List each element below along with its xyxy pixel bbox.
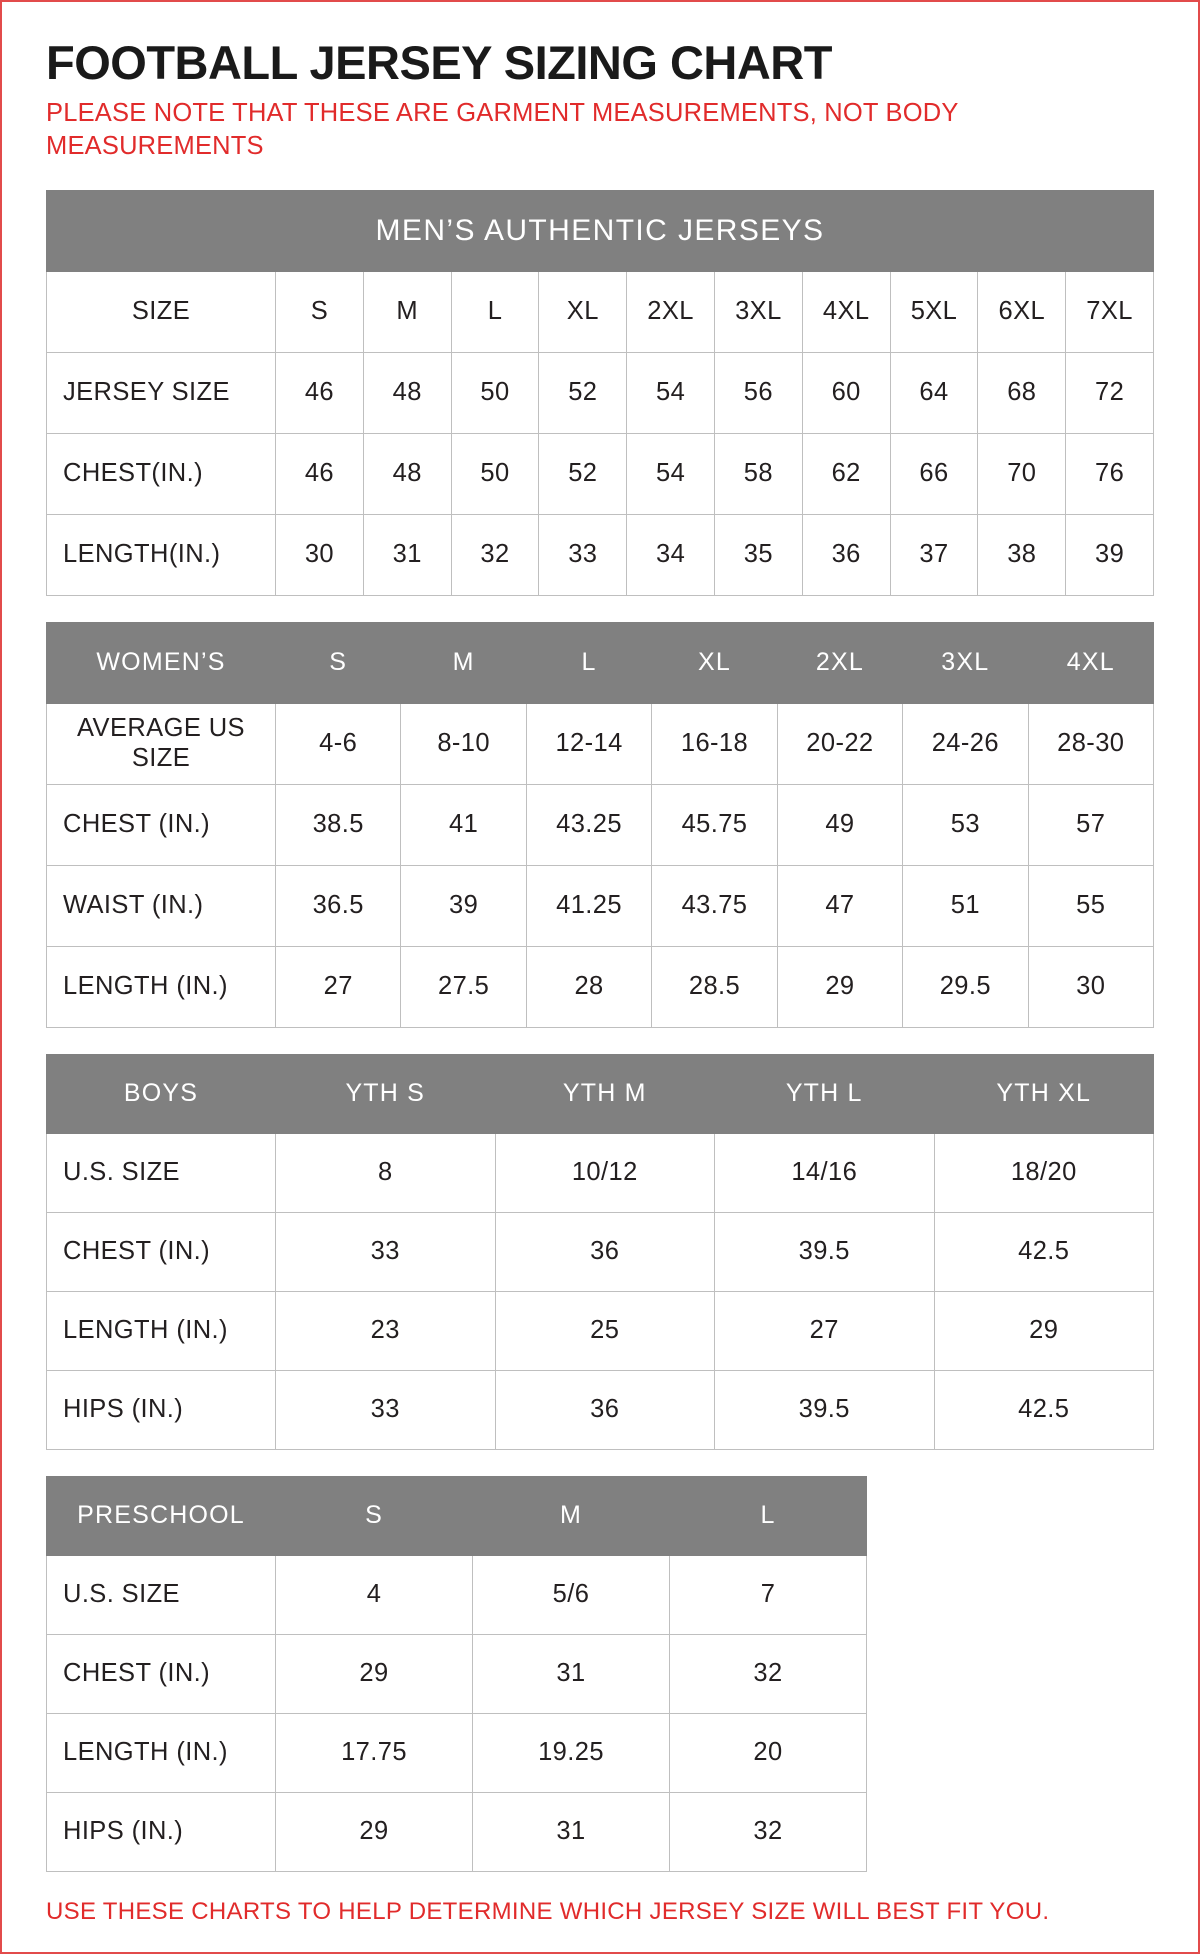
- womens-size-l: L: [526, 622, 651, 703]
- table-cell: 56: [714, 352, 802, 433]
- table-cell: 12-14: [526, 703, 651, 784]
- table-cell: 66: [890, 433, 978, 514]
- preschool-spacer: [867, 1476, 1154, 1555]
- table-cell: 32: [670, 1634, 867, 1713]
- mens-size-6xl: 6XL: [978, 271, 1066, 352]
- mens-size-2xl: 2XL: [627, 271, 715, 352]
- table-cell: 32: [451, 514, 539, 595]
- table-cell: 27: [715, 1291, 935, 1370]
- table-cell: 62: [802, 433, 890, 514]
- table-cell: 36.5: [276, 865, 401, 946]
- table-row: [47, 1370, 1154, 1449]
- table-cell: 29: [934, 1291, 1154, 1370]
- table-cell: 7: [670, 1555, 867, 1634]
- table-cell: 42.5: [934, 1212, 1154, 1291]
- table-cell: 33: [276, 1212, 496, 1291]
- boys-header-label: BOYS: [47, 1054, 276, 1133]
- preschool-spacer: [867, 1713, 1154, 1792]
- boys-size-yth-xl: YTH XL: [934, 1054, 1154, 1133]
- mens-size-l: L: [451, 271, 539, 352]
- table-row: [47, 1713, 1154, 1792]
- table-cell: 54: [627, 352, 715, 433]
- preschool-spacer: [867, 1555, 1154, 1634]
- table-cell: 46: [276, 433, 364, 514]
- table-cell: 29.5: [903, 946, 1028, 1027]
- table-cell: 36: [495, 1370, 715, 1449]
- table-row: [47, 1792, 1154, 1871]
- table-cell: 29: [777, 946, 902, 1027]
- womens-row-label-waist: WAIST (IN.): [47, 865, 276, 946]
- table-row: [47, 352, 1154, 433]
- womens-header-label: WOMEN’S: [47, 622, 276, 703]
- table-cell: 31: [473, 1634, 670, 1713]
- table-cell: 47: [777, 865, 902, 946]
- boys-size-yth-s: YTH S: [276, 1054, 496, 1133]
- preschool-size-s: S: [276, 1476, 473, 1555]
- table-row: [47, 1133, 1154, 1212]
- table-cell: 28.5: [652, 946, 777, 1027]
- table-cell: 57: [1028, 784, 1153, 865]
- table-cell: 39: [401, 865, 526, 946]
- table-cell: 24-26: [903, 703, 1028, 784]
- table-cell: 28-30: [1028, 703, 1153, 784]
- table-cell: 48: [363, 352, 451, 433]
- table-cell: 39.5: [715, 1370, 935, 1449]
- womens-header-row: [47, 622, 1154, 703]
- table-cell: 31: [473, 1792, 670, 1871]
- table-row: [47, 1212, 1154, 1291]
- table-cell: 48: [363, 433, 451, 514]
- table-cell: 49: [777, 784, 902, 865]
- measurement-note: PLEASE NOTE THAT THESE ARE GARMENT MEASUREMENTS, NOT BODY MEASUREMENTS: [46, 99, 959, 161]
- boys-row-label-hips: HIPS (IN.): [47, 1370, 276, 1449]
- preschool-row-label-length: LENGTH (IN.): [47, 1713, 276, 1792]
- table-cell: 28: [526, 946, 651, 1027]
- mens-row-label-chest: CHEST(IN.): [47, 433, 276, 514]
- boys-size-yth-l: YTH L: [715, 1054, 935, 1133]
- table-cell: 70: [978, 433, 1066, 514]
- boys-row-label-us-size: U.S. SIZE: [47, 1133, 276, 1212]
- table-cell: 29: [276, 1634, 473, 1713]
- table-row: [47, 1291, 1154, 1370]
- footer-note: USE THESE CHARTS TO HELP DETERMINE WHICH JERSEY SIZE WILL BEST FIT YOU.: [46, 1897, 1050, 1925]
- table-cell: 17.75: [276, 1713, 473, 1792]
- table-cell: 64: [890, 352, 978, 433]
- table-cell: 68: [978, 352, 1066, 433]
- mens-banner-row: [47, 190, 1154, 271]
- table-cell: 32: [670, 1792, 867, 1871]
- table-cell: 35: [714, 514, 802, 595]
- table-cell: 39.5: [715, 1212, 935, 1291]
- table-cell: 4-6: [276, 703, 401, 784]
- table-cell: 25: [495, 1291, 715, 1370]
- preschool-sizing-table: [46, 1476, 1154, 1872]
- table-row: [47, 1634, 1154, 1713]
- table-cell: 19.25: [473, 1713, 670, 1792]
- preschool-header-row: [47, 1476, 1154, 1555]
- table-cell: 33: [539, 514, 627, 595]
- preschool-row-label-us-size: U.S. SIZE: [47, 1555, 276, 1634]
- mens-header-row: [47, 271, 1154, 352]
- table-cell: 8: [276, 1133, 496, 1212]
- table-cell: 42.5: [934, 1370, 1154, 1449]
- womens-row-label-chest: CHEST (IN.): [47, 784, 276, 865]
- womens-sizing-table: [46, 622, 1154, 1028]
- table-cell: 38: [978, 514, 1066, 595]
- womens-size-4xl: 4XL: [1028, 622, 1153, 703]
- preschool-row-label-chest: CHEST (IN.): [47, 1634, 276, 1713]
- mens-size-header: SIZE: [47, 271, 276, 352]
- preschool-size-m: M: [473, 1476, 670, 1555]
- table-row: [47, 1555, 1154, 1634]
- table-row: [47, 865, 1154, 946]
- table-cell: 31: [363, 514, 451, 595]
- table-cell: 39: [1066, 514, 1154, 595]
- page-title: FOOTBALL JERSEY SIZING CHART: [46, 36, 832, 89]
- table-cell: 52: [539, 352, 627, 433]
- mens-row-label-jersey-size: JERSEY SIZE: [47, 352, 276, 433]
- mens-size-4xl: 4XL: [802, 271, 890, 352]
- mens-sizing-table: [46, 190, 1154, 596]
- boys-row-label-length: LENGTH (IN.): [47, 1291, 276, 1370]
- preschool-header-label: PRESCHOOL: [47, 1476, 276, 1555]
- table-cell: 76: [1066, 433, 1154, 514]
- table-row: [47, 946, 1154, 1027]
- womens-size-3xl: 3XL: [903, 622, 1028, 703]
- mens-size-m: M: [363, 271, 451, 352]
- table-cell: 23: [276, 1291, 496, 1370]
- table-cell: 29: [276, 1792, 473, 1871]
- preschool-spacer: [867, 1792, 1154, 1871]
- preschool-row-label-hips: HIPS (IN.): [47, 1792, 276, 1871]
- boys-header-row: [47, 1054, 1154, 1133]
- table-cell: 58: [714, 433, 802, 514]
- table-cell: 36: [802, 514, 890, 595]
- table-cell: 41.25: [526, 865, 651, 946]
- table-cell: 20: [670, 1713, 867, 1792]
- mens-size-s: S: [276, 271, 364, 352]
- table-cell: 27: [276, 946, 401, 1027]
- mens-size-3xl: 3XL: [714, 271, 802, 352]
- table-row: [47, 703, 1154, 784]
- table-cell: 33: [276, 1370, 496, 1449]
- mens-size-7xl: 7XL: [1066, 271, 1154, 352]
- table-cell: 50: [451, 433, 539, 514]
- table-cell: 52: [539, 433, 627, 514]
- boys-sizing-table: [46, 1054, 1154, 1450]
- table-cell: 30: [1028, 946, 1153, 1027]
- table-cell: 72: [1066, 352, 1154, 433]
- womens-size-m: M: [401, 622, 526, 703]
- table-cell: 16-18: [652, 703, 777, 784]
- table-cell: 43.75: [652, 865, 777, 946]
- table-cell: 5/6: [473, 1555, 670, 1634]
- womens-row-label-length: LENGTH (IN.): [47, 946, 276, 1027]
- table-cell: 53: [903, 784, 1028, 865]
- womens-row-label-average-us-size: AVERAGE US SIZE: [47, 703, 276, 784]
- table-cell: 60: [802, 352, 890, 433]
- mens-size-xl: XL: [539, 271, 627, 352]
- table-cell: 20-22: [777, 703, 902, 784]
- table-cell: 43.25: [526, 784, 651, 865]
- mens-size-5xl: 5XL: [890, 271, 978, 352]
- table-cell: 18/20: [934, 1133, 1154, 1212]
- boys-size-yth-m: YTH M: [495, 1054, 715, 1133]
- table-cell: 54: [627, 433, 715, 514]
- mens-banner: MEN’S AUTHENTIC JERSEYS: [47, 190, 1154, 271]
- table-row: [47, 514, 1154, 595]
- preschool-spacer: [867, 1634, 1154, 1713]
- preschool-size-l: L: [670, 1476, 867, 1555]
- womens-size-xl: XL: [652, 622, 777, 703]
- table-cell: 51: [903, 865, 1028, 946]
- table-row: [47, 784, 1154, 865]
- table-cell: 50: [451, 352, 539, 433]
- table-cell: 36: [495, 1212, 715, 1291]
- mens-row-label-length: LENGTH(IN.): [47, 514, 276, 595]
- table-cell: 4: [276, 1555, 473, 1634]
- table-cell: 27.5: [401, 946, 526, 1027]
- table-cell: 55: [1028, 865, 1153, 946]
- table-cell: 38.5: [276, 784, 401, 865]
- boys-row-label-chest: CHEST (IN.): [47, 1212, 276, 1291]
- table-cell: 10/12: [495, 1133, 715, 1212]
- table-row: [47, 433, 1154, 514]
- table-cell: 45.75: [652, 784, 777, 865]
- womens-size-2xl: 2XL: [777, 622, 902, 703]
- womens-size-s: S: [276, 622, 401, 703]
- table-cell: 30: [276, 514, 364, 595]
- table-cell: 46: [276, 352, 364, 433]
- table-cell: 8-10: [401, 703, 526, 784]
- table-cell: 14/16: [715, 1133, 935, 1212]
- table-cell: 34: [627, 514, 715, 595]
- table-cell: 37: [890, 514, 978, 595]
- table-cell: 41: [401, 784, 526, 865]
